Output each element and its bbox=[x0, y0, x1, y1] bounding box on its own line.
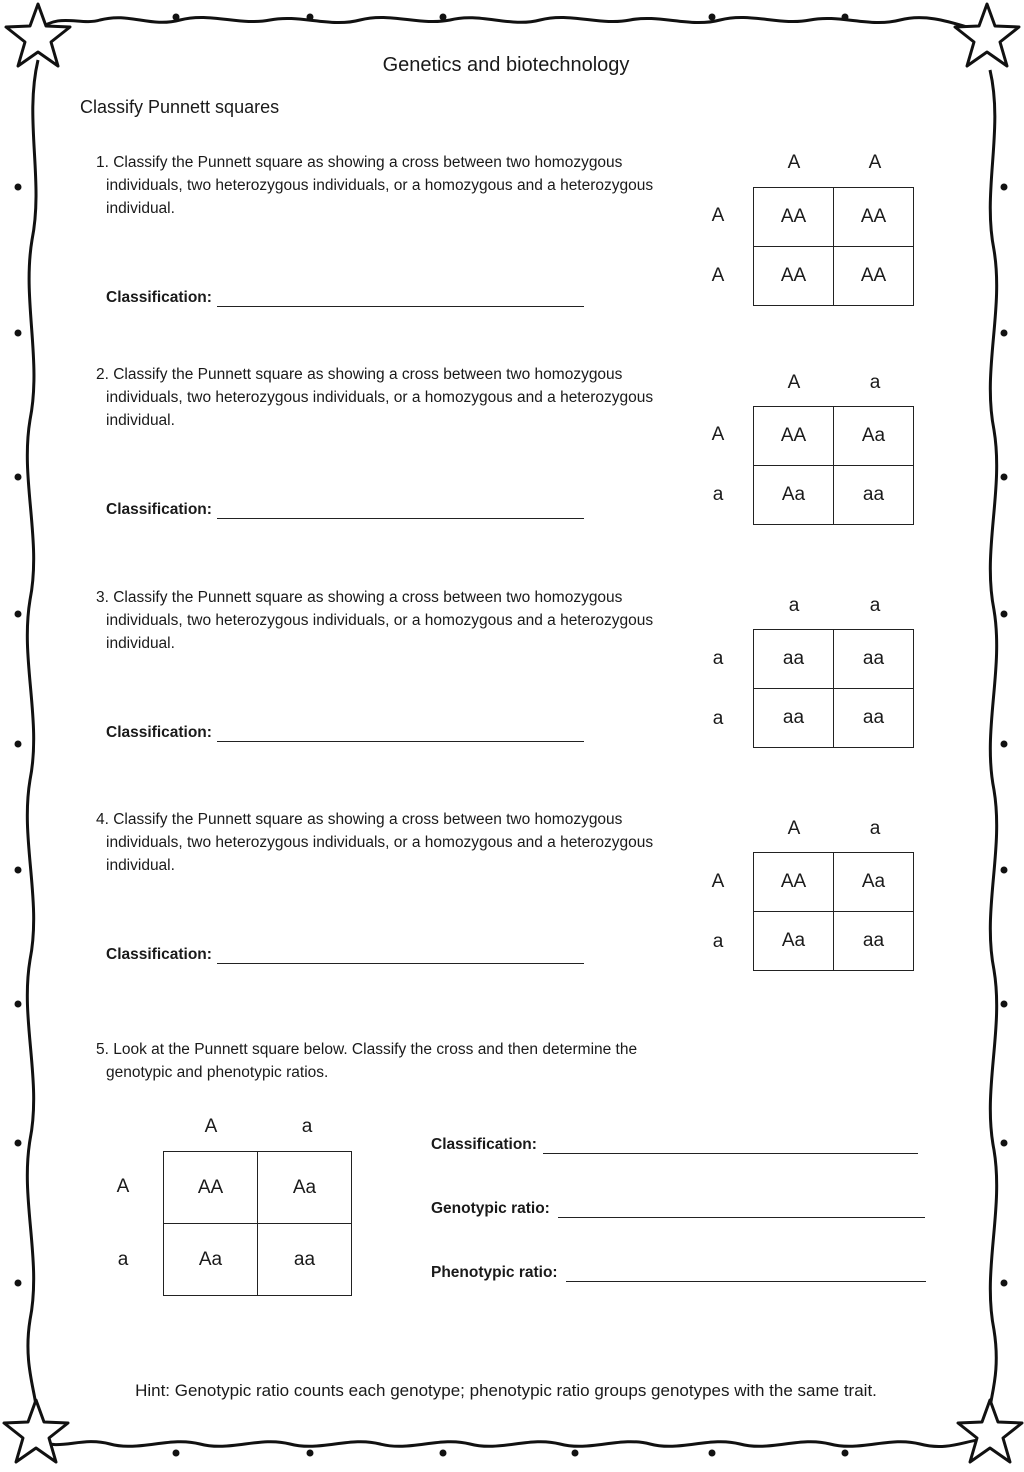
punnett-cell: aa bbox=[834, 466, 914, 525]
punnett-side-allele: a bbox=[712, 484, 724, 505]
question-text-line: individuals, two heterozygous individuals, or a homozygous and a heterozygous bbox=[106, 389, 654, 406]
genotypic-ratio-label: Genotypic ratio: bbox=[431, 1200, 550, 1217]
punnett-side-allele: a bbox=[712, 931, 724, 952]
punnett-cell: AA bbox=[754, 853, 834, 912]
question-text-line: individual. bbox=[106, 200, 175, 217]
punnett-cell: AA bbox=[164, 1152, 258, 1224]
punnett-cell: aa bbox=[834, 912, 914, 971]
punnett-side-allele: A bbox=[711, 265, 725, 286]
question-text-line: individual. bbox=[106, 635, 175, 652]
border-right bbox=[989, 70, 996, 1420]
punnett-top-allele: a bbox=[788, 595, 800, 616]
question-text-line: individual. bbox=[106, 412, 175, 429]
punnett-side-allele: A bbox=[711, 871, 725, 892]
border-bottom bbox=[38, 1440, 985, 1447]
question-text-line: genotypic and phenotypic ratios. bbox=[106, 1064, 329, 1081]
punnett-square-4 bbox=[753, 852, 914, 971]
classification-answer-line[interactable] bbox=[217, 963, 584, 964]
section-subtitle: Classify Punnett squares bbox=[80, 97, 280, 117]
punnett-side-allele: A bbox=[116, 1176, 130, 1197]
classification-answer-line[interactable] bbox=[217, 741, 584, 742]
question-4 bbox=[96, 808, 716, 877]
punnett-cell: aa bbox=[834, 630, 914, 689]
question-text-line: 4. Classify the Punnett square as showing a cross between two homozygous bbox=[96, 811, 623, 828]
question-5 bbox=[96, 1038, 716, 1084]
classification-answer-line[interactable] bbox=[543, 1153, 918, 1154]
question-3 bbox=[96, 586, 716, 655]
genotypic-ratio-answer-line[interactable] bbox=[558, 1217, 925, 1218]
question-2 bbox=[96, 363, 716, 432]
classification-label: Classification: bbox=[106, 946, 212, 963]
punnett-top-allele: A bbox=[204, 1116, 218, 1137]
punnett-square-3 bbox=[753, 629, 914, 748]
classification-label: Classification: bbox=[106, 724, 212, 741]
punnett-cell: Aa bbox=[834, 407, 914, 466]
punnett-cell: Aa bbox=[834, 853, 914, 912]
punnett-cell: aa bbox=[754, 630, 834, 689]
question-text-line: 5. Look at the Punnett square below. Classify the cross and then determine the bbox=[96, 1041, 638, 1058]
punnett-top-allele: A bbox=[787, 372, 801, 393]
punnett-top-allele: a bbox=[869, 372, 881, 393]
punnett-square-1 bbox=[753, 187, 914, 306]
punnett-top-allele: A bbox=[868, 152, 882, 173]
classification-label: Classification: bbox=[431, 1136, 537, 1153]
question-text-line: individual. bbox=[106, 857, 175, 874]
punnett-side-allele: a bbox=[712, 708, 724, 729]
question-text-line: 1. Classify the Punnett square as showing a cross between two homozygous bbox=[96, 154, 623, 171]
punnett-cell: Aa bbox=[754, 912, 834, 971]
question-text-line: individuals, two heterozygous individuals, or a homozygous and a heterozygous bbox=[106, 612, 654, 629]
page-title: Genetics and biotechnology bbox=[382, 54, 630, 76]
punnett-top-allele: a bbox=[869, 818, 881, 839]
punnett-side-allele: A bbox=[711, 205, 725, 226]
punnett-cell: AA bbox=[754, 188, 834, 247]
punnett-square-2 bbox=[753, 406, 914, 525]
punnett-top-allele: a bbox=[869, 595, 881, 616]
punnett-cell: AA bbox=[834, 188, 914, 247]
classification-answer-line[interactable] bbox=[217, 518, 584, 519]
punnett-cell: AA bbox=[834, 247, 914, 306]
punnett-top-allele: A bbox=[787, 818, 801, 839]
punnett-cell: aa bbox=[834, 689, 914, 748]
classification-label: Classification: bbox=[106, 289, 212, 306]
question-text-line: 2. Classify the Punnett square as showing a cross between two homozygous bbox=[96, 366, 623, 383]
question-text-line: individuals, two heterozygous individuals, or a homozygous and a heterozygous bbox=[106, 834, 654, 851]
punnett-top-allele: A bbox=[787, 152, 801, 173]
punnett-side-allele: A bbox=[711, 424, 725, 445]
punnett-side-allele: a bbox=[117, 1249, 129, 1270]
punnett-cell: Aa bbox=[258, 1152, 352, 1224]
star-icon bbox=[4, 1400, 68, 1462]
punnett-square-5 bbox=[163, 1151, 352, 1296]
punnett-side-allele: a bbox=[712, 648, 724, 669]
classification-answer-line[interactable] bbox=[217, 306, 584, 307]
punnett-cell: Aa bbox=[754, 466, 834, 525]
question-text-line: individuals, two heterozygous individuals, or a homozygous and a heterozygous bbox=[106, 177, 654, 194]
phenotypic-ratio-answer-line[interactable] bbox=[566, 1281, 926, 1282]
phenotypic-ratio-label: Phenotypic ratio: bbox=[431, 1264, 558, 1281]
classification-label: Classification: bbox=[106, 501, 212, 518]
punnett-cell: aa bbox=[754, 689, 834, 748]
question-text-line: 3. Classify the Punnett square as showing a cross between two homozygous bbox=[96, 589, 623, 606]
border-left bbox=[27, 60, 38, 1420]
star-icon bbox=[958, 1400, 1022, 1462]
punnett-top-allele: a bbox=[301, 1116, 313, 1137]
punnett-cell: Aa bbox=[164, 1224, 258, 1296]
punnett-cell: aa bbox=[258, 1224, 352, 1296]
question-1 bbox=[96, 151, 716, 220]
punnett-cell: AA bbox=[754, 407, 834, 466]
punnett-cell: AA bbox=[754, 247, 834, 306]
hint-text: Hint: Genotypic ratio counts each genotype; phenotypic ratio groups genotypes with the same trait. bbox=[135, 1381, 877, 1400]
